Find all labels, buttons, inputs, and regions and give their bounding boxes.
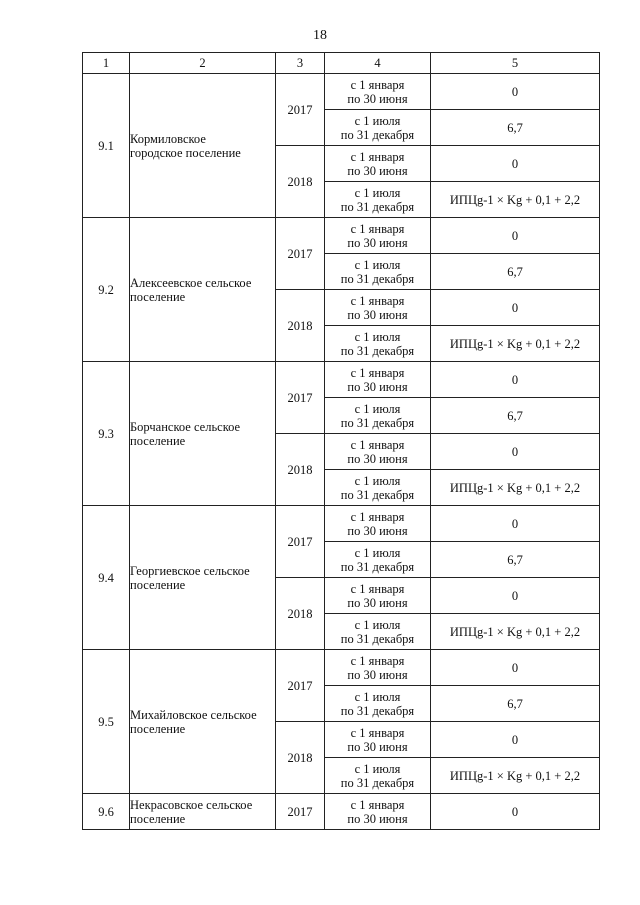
period-line: по 31 декабря	[340, 487, 415, 502]
period-cell	[325, 614, 431, 650]
period-cell	[325, 110, 431, 146]
value-cell: 6,7	[431, 398, 600, 434]
period-cell	[325, 290, 431, 326]
period-line: по 30 июня	[347, 667, 408, 682]
year-cell: 2017	[276, 74, 325, 146]
value-cell: 0	[431, 362, 600, 398]
year-cell: 2018	[276, 578, 325, 650]
period-cell	[325, 470, 431, 506]
value-cell: 6,7	[431, 254, 600, 290]
value-cell: 0	[431, 290, 600, 326]
table-row	[83, 74, 600, 110]
period-cell	[325, 254, 431, 290]
period-line: по 30 июня	[347, 523, 408, 538]
table-header	[83, 53, 600, 74]
year-cell: 2017	[276, 650, 325, 722]
period-line: с 1 июля	[354, 113, 401, 128]
period-line: по 31 декабря	[340, 199, 415, 214]
period-line: по 31 декабря	[340, 127, 415, 142]
value-cell: ИПЦg-1 × Kg + 0,1 + 2,2	[431, 758, 600, 794]
period-cell	[325, 506, 431, 542]
period-line: с 1 января	[350, 581, 405, 596]
period-line: с 1 июля	[354, 257, 401, 272]
period-line: по 30 июня	[347, 163, 408, 178]
settlement-name-line: Борчанское сельское	[130, 419, 241, 434]
period-cell	[325, 542, 431, 578]
period-line: по 31 декабря	[340, 703, 415, 718]
period-line: с 1 января	[350, 797, 405, 812]
settlement-name-line: Кормиловское	[130, 131, 206, 146]
header-col-5: 5	[431, 53, 600, 74]
table-row	[83, 218, 600, 254]
year-cell: 2017	[276, 362, 325, 434]
period-cell	[325, 578, 431, 614]
item-number: 9.3	[83, 362, 130, 506]
period-line: с 1 января	[350, 77, 405, 92]
settlement-name-line: Михайловское сельское	[130, 707, 257, 722]
value-cell: 0	[431, 146, 600, 182]
value-cell: ИПЦg-1 × Kg + 0,1 + 2,2	[431, 614, 600, 650]
settlement-name	[130, 362, 276, 506]
period-line: с 1 июля	[354, 689, 401, 704]
period-line: с 1 июля	[354, 473, 401, 488]
period-line: с 1 июля	[354, 617, 401, 632]
item-number: 9.2	[83, 218, 130, 362]
period-line: с 1 января	[350, 149, 405, 164]
period-line: с 1 июля	[354, 401, 401, 416]
value-cell: 0	[431, 218, 600, 254]
settlement-name-line: поселение	[130, 433, 186, 448]
period-cell	[325, 218, 431, 254]
item-number: 9.1	[83, 74, 130, 218]
table-row	[83, 794, 600, 830]
value-cell: ИПЦg-1 × Kg + 0,1 + 2,2	[431, 182, 600, 218]
period-line: с 1 июля	[354, 329, 401, 344]
period-line: с 1 января	[350, 509, 405, 524]
period-line: по 31 декабря	[340, 343, 415, 358]
period-line: по 30 июня	[347, 379, 408, 394]
value-cell: 0	[431, 650, 600, 686]
period-line: по 31 декабря	[340, 415, 415, 430]
period-line: с 1 июля	[354, 545, 401, 560]
settlement-name-line: Некрасовское сельское	[130, 797, 253, 812]
year-cell: 2018	[276, 722, 325, 794]
period-line: с 1 января	[350, 725, 405, 740]
year-cell: 2018	[276, 146, 325, 218]
value-cell: 0	[431, 506, 600, 542]
settlement-name	[130, 650, 276, 794]
period-line: с 1 июля	[354, 185, 401, 200]
value-cell: 6,7	[431, 110, 600, 146]
settlement-name	[130, 506, 276, 650]
table-row	[83, 362, 600, 398]
year-cell: 2017	[276, 218, 325, 290]
settlement-name-line: поселение	[130, 811, 186, 826]
table-body	[83, 74, 600, 830]
period-cell	[325, 182, 431, 218]
period-line: по 30 июня	[347, 739, 408, 754]
period-cell	[325, 398, 431, 434]
period-line: по 31 декабря	[340, 559, 415, 574]
period-line: по 30 июня	[347, 307, 408, 322]
settlement-name	[130, 74, 276, 218]
table-row	[83, 506, 600, 542]
period-line: по 30 июня	[347, 595, 408, 610]
period-cell	[325, 686, 431, 722]
value-cell: 6,7	[431, 542, 600, 578]
year-cell: 2017	[276, 506, 325, 578]
header-col-1: 1	[83, 53, 130, 74]
period-cell	[325, 650, 431, 686]
tariff-table	[82, 52, 600, 830]
value-cell: 0	[431, 794, 600, 830]
settlement-name-line: городское поселение	[130, 145, 241, 160]
item-number: 9.5	[83, 650, 130, 794]
table-row	[83, 650, 600, 686]
year-cell: 2017	[276, 794, 325, 830]
period-line: с 1 января	[350, 653, 405, 668]
settlement-name-line: поселение	[130, 577, 186, 592]
value-cell: ИПЦg-1 × Kg + 0,1 + 2,2	[431, 470, 600, 506]
value-cell: 0	[431, 74, 600, 110]
settlement-name	[130, 794, 276, 830]
settlement-name-line: Георгиевское сельское	[130, 563, 250, 578]
period-cell	[325, 326, 431, 362]
header-col-2: 2	[130, 53, 276, 74]
year-cell: 2018	[276, 290, 325, 362]
item-number: 9.4	[83, 506, 130, 650]
period-line: с 1 июля	[354, 761, 401, 776]
settlement-name-line: Алексеевское сельское	[130, 275, 252, 290]
period-line: по 31 декабря	[340, 631, 415, 646]
period-cell	[325, 146, 431, 182]
page-number: 18	[313, 28, 327, 43]
header-col-4: 4	[325, 53, 431, 74]
header-row	[83, 53, 600, 74]
period-cell	[325, 434, 431, 470]
item-number: 9.6	[83, 794, 130, 830]
period-line: по 30 июня	[347, 235, 408, 250]
value-cell: 0	[431, 722, 600, 758]
period-cell	[325, 758, 431, 794]
value-cell: 6,7	[431, 686, 600, 722]
year-cell: 2018	[276, 434, 325, 506]
period-line: по 30 июня	[347, 91, 408, 106]
value-cell: 0	[431, 578, 600, 614]
period-cell	[325, 362, 431, 398]
period-line: по 30 июня	[347, 451, 408, 466]
header-col-3: 3	[276, 53, 325, 74]
period-cell	[325, 74, 431, 110]
period-cell	[325, 722, 431, 758]
period-line: по 30 июня	[347, 811, 408, 826]
period-line: с 1 января	[350, 365, 405, 380]
period-cell	[325, 794, 431, 830]
period-line: с 1 января	[350, 293, 405, 308]
value-cell: 0	[431, 434, 600, 470]
period-line: с 1 января	[350, 437, 405, 452]
period-line: с 1 января	[350, 221, 405, 236]
settlement-name	[130, 218, 276, 362]
period-line: по 31 декабря	[340, 271, 415, 286]
period-line: по 31 декабря	[340, 775, 415, 790]
settlement-name-line: поселение	[130, 289, 186, 304]
settlement-name-line: поселение	[130, 721, 186, 736]
value-cell: ИПЦg-1 × Kg + 0,1 + 2,2	[431, 326, 600, 362]
